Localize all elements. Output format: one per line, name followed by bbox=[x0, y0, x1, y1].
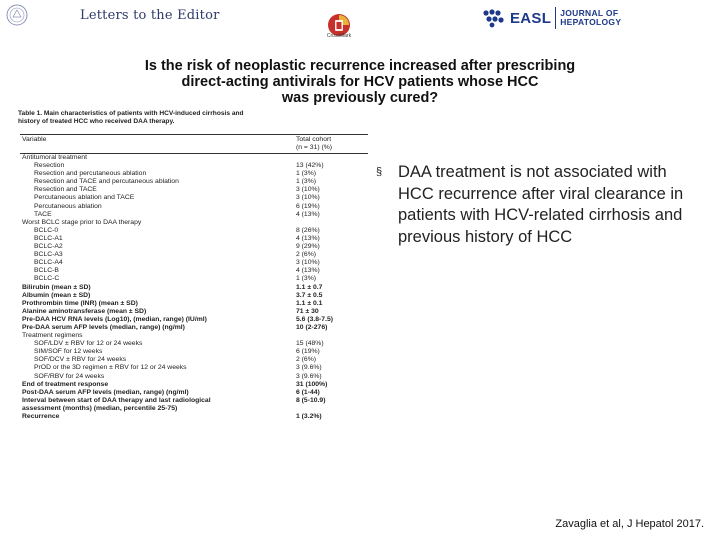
row-value: 3.7 ± 0.5 bbox=[296, 291, 323, 299]
row-label: Resection bbox=[34, 162, 65, 170]
row-label: BCLC-A2 bbox=[34, 243, 63, 251]
table-row bbox=[20, 364, 368, 372]
row-label: Pre-DAA serum AFP levels (median, range) (ng/ml) bbox=[22, 323, 185, 331]
row-value: 4 (13%) bbox=[296, 210, 320, 218]
row-label: Resection and percutaneous ablation bbox=[34, 170, 147, 178]
row-value: 6 (1-44) bbox=[296, 388, 320, 396]
row-value: 31 (100%) bbox=[296, 380, 328, 388]
row-value: 1 (3%) bbox=[296, 275, 317, 283]
row-value: 1.1 ± 0.7 bbox=[296, 283, 323, 291]
section-title: Letters to the Editor bbox=[80, 8, 220, 23]
table-caption-line2: history of treated HCC who received DAA therapy. bbox=[18, 118, 175, 125]
row-label: Alanine aminotransferase (mean ± SD) bbox=[22, 307, 147, 315]
bullet-marker-icon: § bbox=[376, 166, 383, 178]
row-label: Percutaneous ablation bbox=[34, 202, 102, 210]
journal-logo bbox=[482, 6, 621, 30]
column-header-total-line1: Total cohort bbox=[296, 136, 332, 143]
row-value: 2 (6%) bbox=[296, 251, 317, 259]
journal-name-line2: HEPATOLOGY bbox=[560, 17, 622, 27]
article-title-line2: direct-acting antivirals for HCV patients whose HCC bbox=[181, 74, 539, 90]
table-row bbox=[20, 356, 368, 364]
row-label: BCLC-A1 bbox=[34, 234, 63, 242]
crossmark-label: CrossMark bbox=[326, 33, 352, 39]
row-value bbox=[294, 219, 368, 227]
table-row bbox=[20, 219, 368, 227]
journal-emblem-icon bbox=[6, 4, 28, 26]
article-title-line3: was previously cured? bbox=[281, 90, 439, 106]
citation: Zavaglia et al, J Hepatol 2017. bbox=[555, 518, 704, 530]
row-label: Recurrence bbox=[22, 413, 60, 420]
row-label: PrOD or the 3D regimen ± RBV for 12 or 24 weeks bbox=[34, 364, 187, 372]
row-value bbox=[294, 332, 368, 340]
table-row bbox=[20, 259, 368, 267]
row-label: BCLC-A4 bbox=[34, 259, 63, 267]
table-row bbox=[20, 413, 368, 421]
row-label: Treatment regimens bbox=[22, 332, 83, 340]
article-title-line1: Is the risk of neoplastic recurrence increased after prescribing bbox=[144, 58, 576, 74]
row-label: SIM/SOF for 12 weeks bbox=[34, 348, 103, 356]
table-row bbox=[20, 332, 368, 340]
table-caption-line1: Table 1. Main characteristics of patients with HCV-induced cirrhosis and bbox=[18, 110, 244, 117]
row-label: TACE bbox=[34, 210, 52, 218]
row-value: 1 (3%) bbox=[296, 178, 317, 186]
row-label: assessment (months) (median, percentile 25-75) bbox=[22, 404, 178, 412]
key-finding-bullet bbox=[376, 162, 706, 248]
table-row bbox=[20, 243, 368, 251]
row-label: End of treatment response bbox=[22, 380, 109, 388]
journal-name-line1: JOURNAL OF bbox=[560, 8, 619, 18]
table-row bbox=[20, 227, 368, 235]
logo-divider bbox=[555, 7, 556, 29]
patient-characteristics-table bbox=[20, 134, 368, 421]
key-finding-text: DAA treatment is not associated with HCC recurrence after viral clearance in patients with HCV-related cirrhosis and previous history of HCC bbox=[398, 163, 684, 246]
table-row bbox=[20, 178, 368, 186]
row-label: SOF/LDV ± RBV for 12 or 24 weeks bbox=[34, 340, 143, 348]
row-value: 1.1 ± 0.1 bbox=[296, 299, 323, 307]
row-value: 2 (6%) bbox=[296, 356, 317, 364]
row-value: 71 ± 30 bbox=[296, 307, 319, 315]
row-value: 15 (48%) bbox=[296, 340, 324, 348]
row-value: 4 (13%) bbox=[296, 267, 320, 275]
table-row bbox=[20, 300, 368, 308]
table-row bbox=[20, 275, 368, 283]
row-value: 5.6 (3.8-7.5) bbox=[296, 315, 334, 323]
table-row bbox=[20, 292, 368, 300]
row-value: 3 (9.6%) bbox=[296, 364, 322, 372]
row-label: Worst BCLC stage prior to DAA therapy bbox=[22, 218, 142, 226]
row-value: 6 (19%) bbox=[296, 202, 320, 210]
table-row bbox=[20, 316, 368, 324]
table-row bbox=[20, 381, 368, 389]
row-value: 9 (29%) bbox=[296, 243, 320, 251]
table-row bbox=[20, 397, 368, 405]
row-label: Albumin (mean ± SD) bbox=[22, 291, 91, 299]
row-value: 3 (10%) bbox=[296, 186, 320, 194]
table-body bbox=[20, 154, 368, 422]
row-label: Resection and TACE bbox=[34, 186, 97, 194]
row-value bbox=[294, 154, 368, 163]
row-label: Pre-DAA HCV RNA levels (Log10), (median, range) (IU/ml) bbox=[22, 315, 207, 323]
table-row bbox=[20, 194, 368, 202]
row-value: 3 (10%) bbox=[296, 259, 320, 267]
table-row bbox=[20, 284, 368, 292]
row-value: 10 (2-276) bbox=[296, 323, 328, 331]
easl-logo-icon bbox=[482, 8, 506, 28]
article-title bbox=[80, 58, 640, 106]
row-label: Prothrombin time (INR) (mean ± SD) bbox=[22, 299, 138, 307]
row-value: 6 (19%) bbox=[296, 348, 320, 356]
column-header-total-line2: (n = 31) (%) bbox=[296, 144, 333, 151]
row-label: Antitumoral treatment bbox=[22, 154, 87, 161]
journal-name bbox=[560, 9, 621, 27]
table-header-row bbox=[20, 135, 368, 154]
table-caption bbox=[18, 110, 368, 126]
crossmark-icon[interactable] bbox=[320, 12, 358, 48]
table-row bbox=[20, 308, 368, 316]
row-label: Resection and TACE and percutaneous ablation bbox=[34, 178, 179, 186]
row-label: Post-DAA serum AFP levels (median, range) (ng/ml) bbox=[22, 388, 189, 396]
table-row bbox=[20, 235, 368, 243]
row-label: Interval between start of DAA therapy and last radiological bbox=[22, 396, 211, 404]
table-row bbox=[20, 324, 368, 332]
row-value: 3 (9.6%) bbox=[296, 372, 322, 380]
row-label: BCLC-A3 bbox=[34, 251, 63, 259]
table-row bbox=[20, 251, 368, 259]
row-label: BCLC-B bbox=[34, 267, 59, 275]
row-label: Bilirubin (mean ± SD) bbox=[22, 283, 91, 291]
row-value bbox=[294, 405, 368, 413]
row-label: SOF/DCV ± RBV for 24 weeks bbox=[34, 356, 127, 364]
row-label: BCLC-C bbox=[34, 275, 60, 283]
row-value: 1 (3%) bbox=[296, 170, 317, 178]
table-row bbox=[20, 154, 368, 163]
table-row bbox=[20, 211, 368, 219]
table-row bbox=[20, 389, 368, 397]
row-value: 1 (3.2%) bbox=[296, 413, 322, 420]
row-value: 3 (10%) bbox=[296, 194, 320, 202]
table-row bbox=[20, 162, 368, 170]
row-label: BCLC-0 bbox=[34, 226, 59, 234]
table-row bbox=[20, 340, 368, 348]
row-value: 4 (13%) bbox=[296, 234, 320, 242]
column-header-total-cohort bbox=[294, 135, 368, 154]
table-row bbox=[20, 405, 368, 413]
row-label: Percutaneous ablation and TACE bbox=[34, 194, 135, 202]
table-row bbox=[20, 267, 368, 275]
table-row bbox=[20, 373, 368, 381]
table-row bbox=[20, 170, 368, 178]
column-header-variable: Variable bbox=[20, 135, 294, 154]
row-label: SOF/RBV for 24 weeks bbox=[34, 372, 105, 380]
table-row bbox=[20, 348, 368, 356]
table-row bbox=[20, 203, 368, 211]
easl-wordmark: EASL bbox=[510, 9, 552, 27]
row-value: 8 (26%) bbox=[296, 226, 320, 234]
table-row bbox=[20, 186, 368, 194]
row-value: 13 (42%) bbox=[296, 162, 324, 170]
row-value: 8 (5-10.9) bbox=[296, 396, 326, 404]
